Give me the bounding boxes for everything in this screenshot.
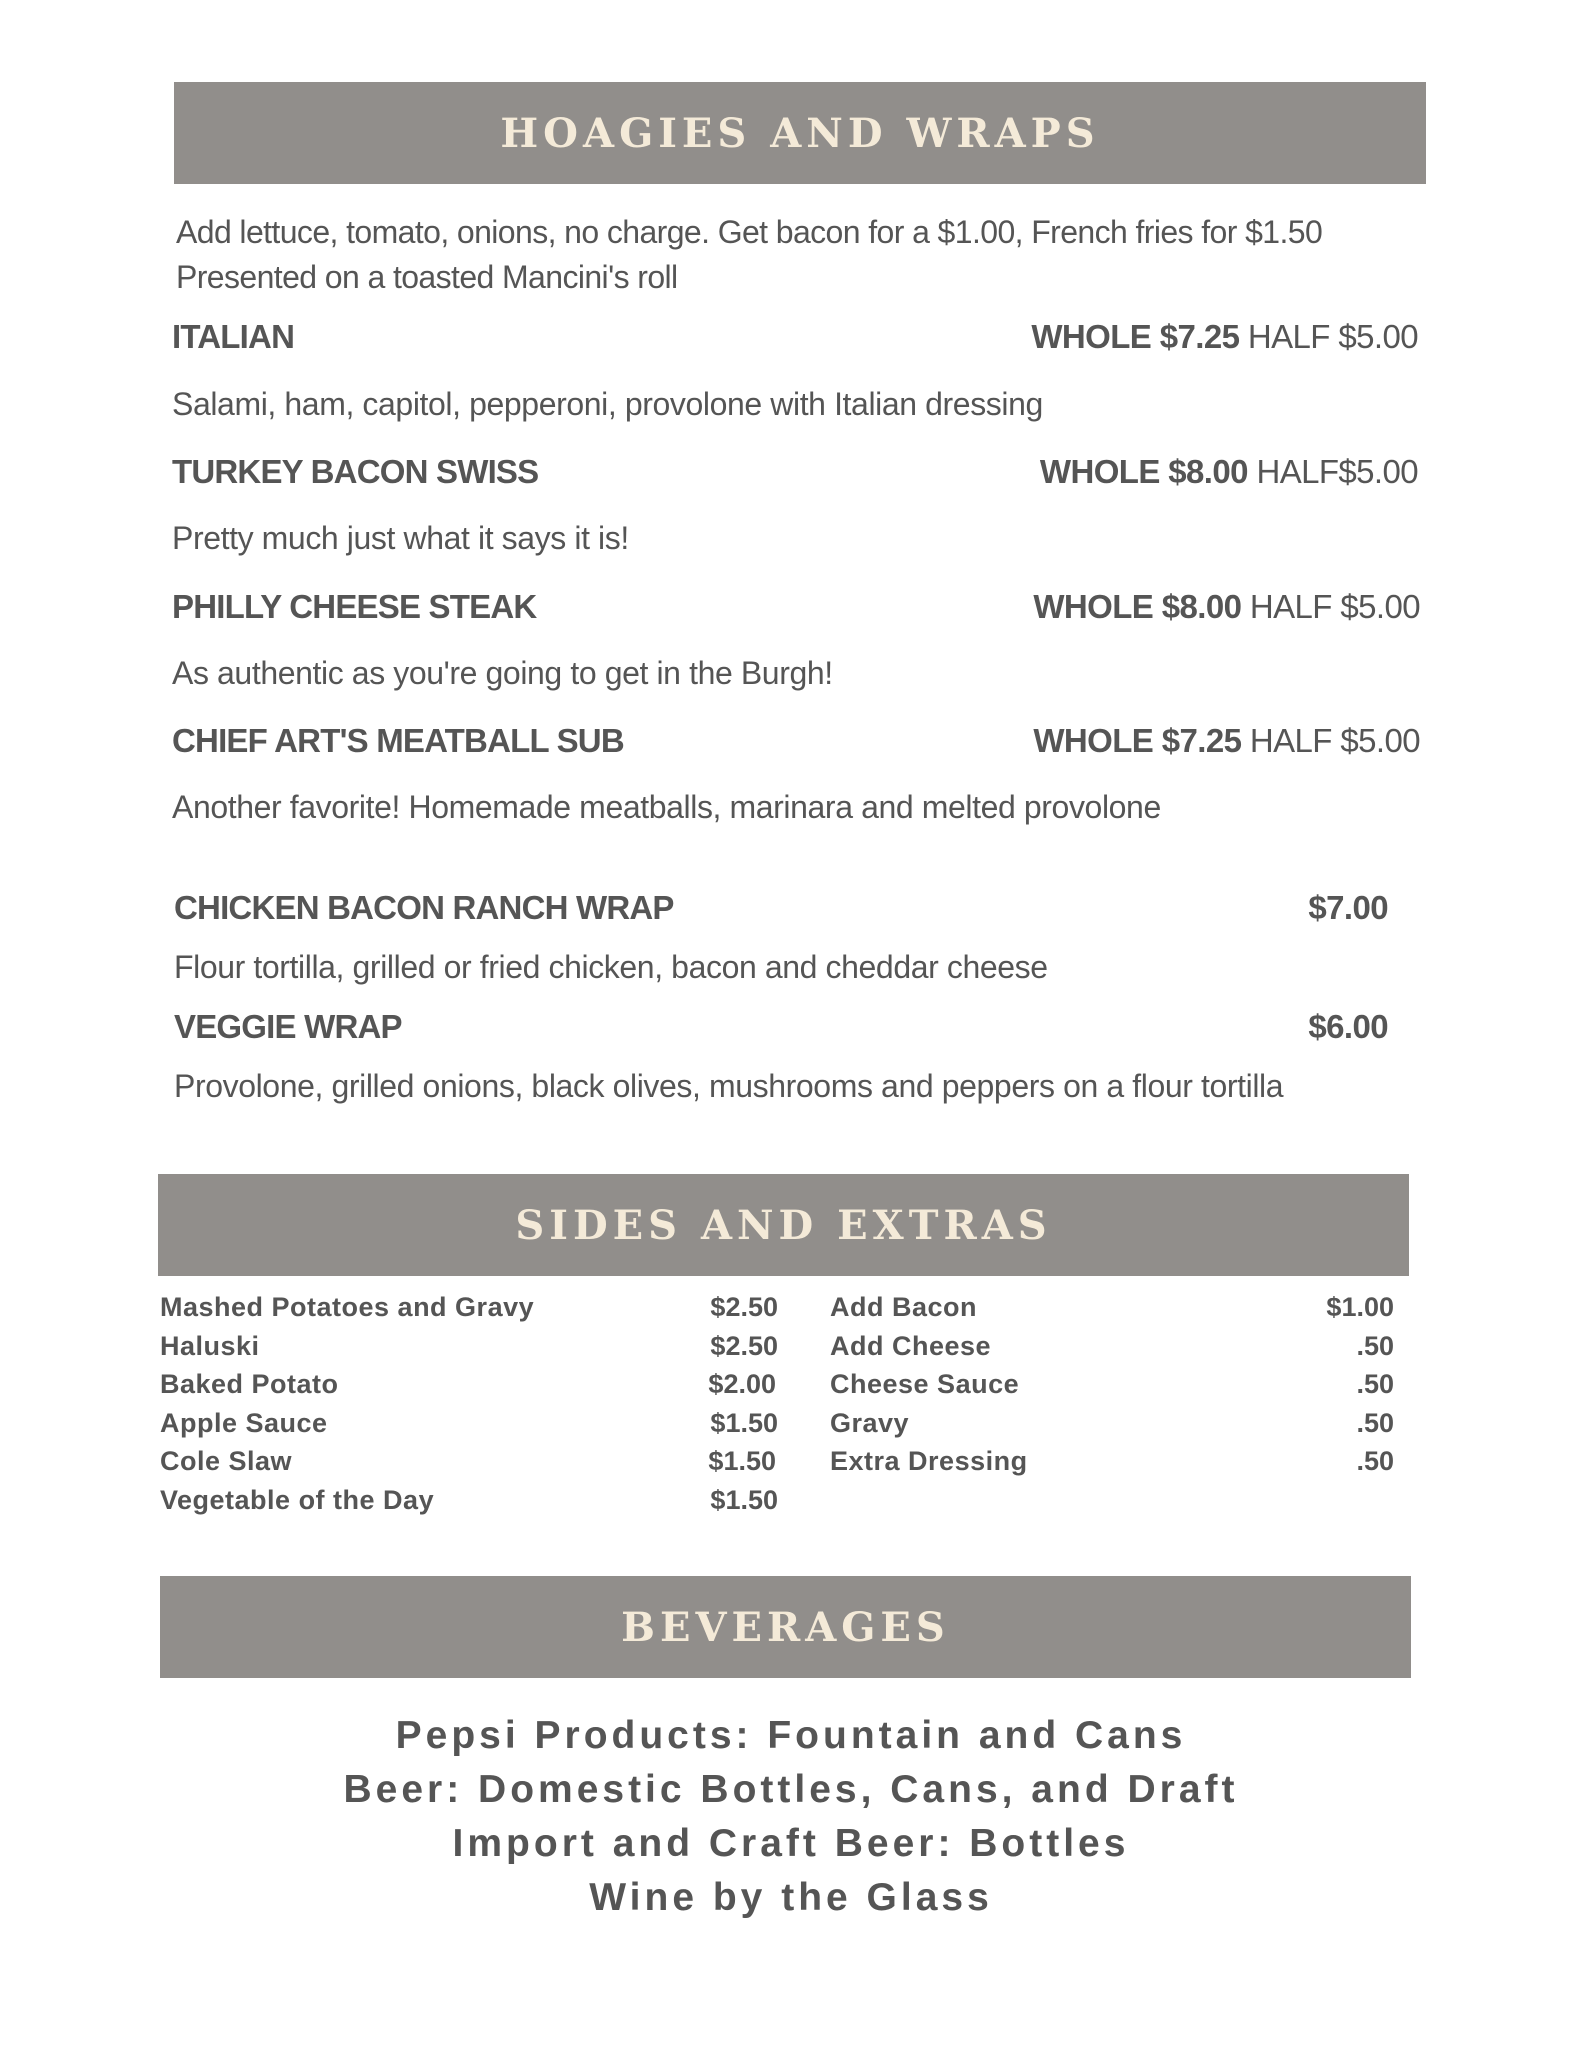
menu-item-price [1033,722,1420,760]
wrap-item-description: Provolone, grilled onions, black olives, mushrooms and peppers on a flour tortilla [174,1068,1284,1104]
menu-item-description: As authentic as you're going to get in the Burgh! [172,655,833,691]
wrap-price: $7.00 [1308,889,1388,926]
side-item-price: $2.50 [710,1292,778,1322]
side-item-name: Apple Sauce [160,1408,328,1438]
extra-item-price: .50 [1356,1369,1394,1399]
menu-item-description: Salami, ham, capitol, pepperoni, provolone with Italian dressing [172,386,1043,422]
wrap-item-price [1308,889,1388,927]
side-item-name: Cole Slaw [160,1446,293,1476]
wrap-price: $6.00 [1308,1008,1388,1045]
menu-item-price [1031,318,1418,356]
side-item-price: $2.50 [710,1331,778,1361]
intro-line-1: Add lettuce, tomato, onions, no charge. Get bacon for a $1.00, French fries for $1.50 [176,214,1323,250]
beverage-line: Beer: Domestic Bottles, Cans, and Draft [343,1768,1239,1811]
sides-title: SIDES AND EXTRAS [515,1201,1052,1249]
menu-item-description: Pretty much just what it says it is! [172,520,629,556]
extra-item-name: Gravy [830,1408,910,1438]
beverages-banner [160,1576,1411,1678]
beverage-line: Import and Craft Beer: Bottles [452,1822,1130,1865]
side-item-price: $1.50 [710,1485,778,1515]
menu-item-name: ITALIAN [172,318,295,355]
menu-item-description: Another favorite! Homemade meatballs, marinara and melted provolone [172,789,1161,825]
menu-item-name: CHIEF ART'S MEATBALL SUB [172,722,624,759]
side-item-name: Haluski [160,1331,260,1361]
hoagies-banner [174,82,1426,184]
half-price: HALF $5.00 [1241,588,1420,625]
menu-item-price [1040,453,1418,491]
sides-banner [158,1174,1409,1276]
beverage-line: Wine by the Glass [589,1876,993,1919]
half-price: HALF $5.00 [1239,318,1418,355]
half-price: HALF $5.00 [1241,722,1420,759]
beverages-title: BEVERAGES [621,1603,950,1651]
side-item-name: Mashed Potatoes and Gravy [160,1292,535,1322]
extra-item-price: .50 [1356,1446,1394,1476]
side-item-price: $1.50 [710,1408,778,1438]
wrap-item-price [1308,1008,1388,1046]
side-item-price: $1.50 [708,1446,776,1476]
hoagies-title: HOAGIES AND WRAPS [500,109,1100,157]
wrap-item-name: CHICKEN BACON RANCH WRAP [174,889,674,926]
hoagies-intro [176,210,1322,300]
intro-line-2: Presented on a toasted Mancini's roll [176,259,678,295]
whole-price: WHOLE $7.25 [1031,318,1240,355]
extra-item-name: Add Cheese [830,1331,992,1361]
extra-item-price: .50 [1356,1331,1394,1361]
menu-item-name: TURKEY BACON SWISS [172,453,539,490]
menu-item-name: PHILLY CHEESE STEAK [172,588,537,625]
side-item-price: $2.00 [708,1369,776,1399]
extra-item-price: $1.00 [1326,1292,1394,1322]
beverage-line: Pepsi Products: Fountain and Cans [395,1714,1187,1757]
extra-item-name: Cheese Sauce [830,1369,1020,1399]
menu-item-price [1033,588,1420,626]
side-item-name: Vegetable of the Day [160,1485,435,1515]
half-price: HALF$5.00 [1247,453,1418,490]
whole-price: WHOLE $7.25 [1033,722,1242,759]
wrap-item-description: Flour tortilla, grilled or fried chicken, bacon and cheddar cheese [174,949,1048,985]
side-item-name: Baked Potato [160,1369,339,1399]
wrap-item-name: VEGGIE WRAP [174,1008,402,1045]
whole-price: WHOLE $8.00 [1033,588,1242,625]
extra-item-price: .50 [1356,1408,1394,1438]
extra-item-name: Add Bacon [830,1292,978,1322]
whole-price: WHOLE $8.00 [1039,453,1248,490]
extra-item-name: Extra Dressing [830,1446,1028,1476]
